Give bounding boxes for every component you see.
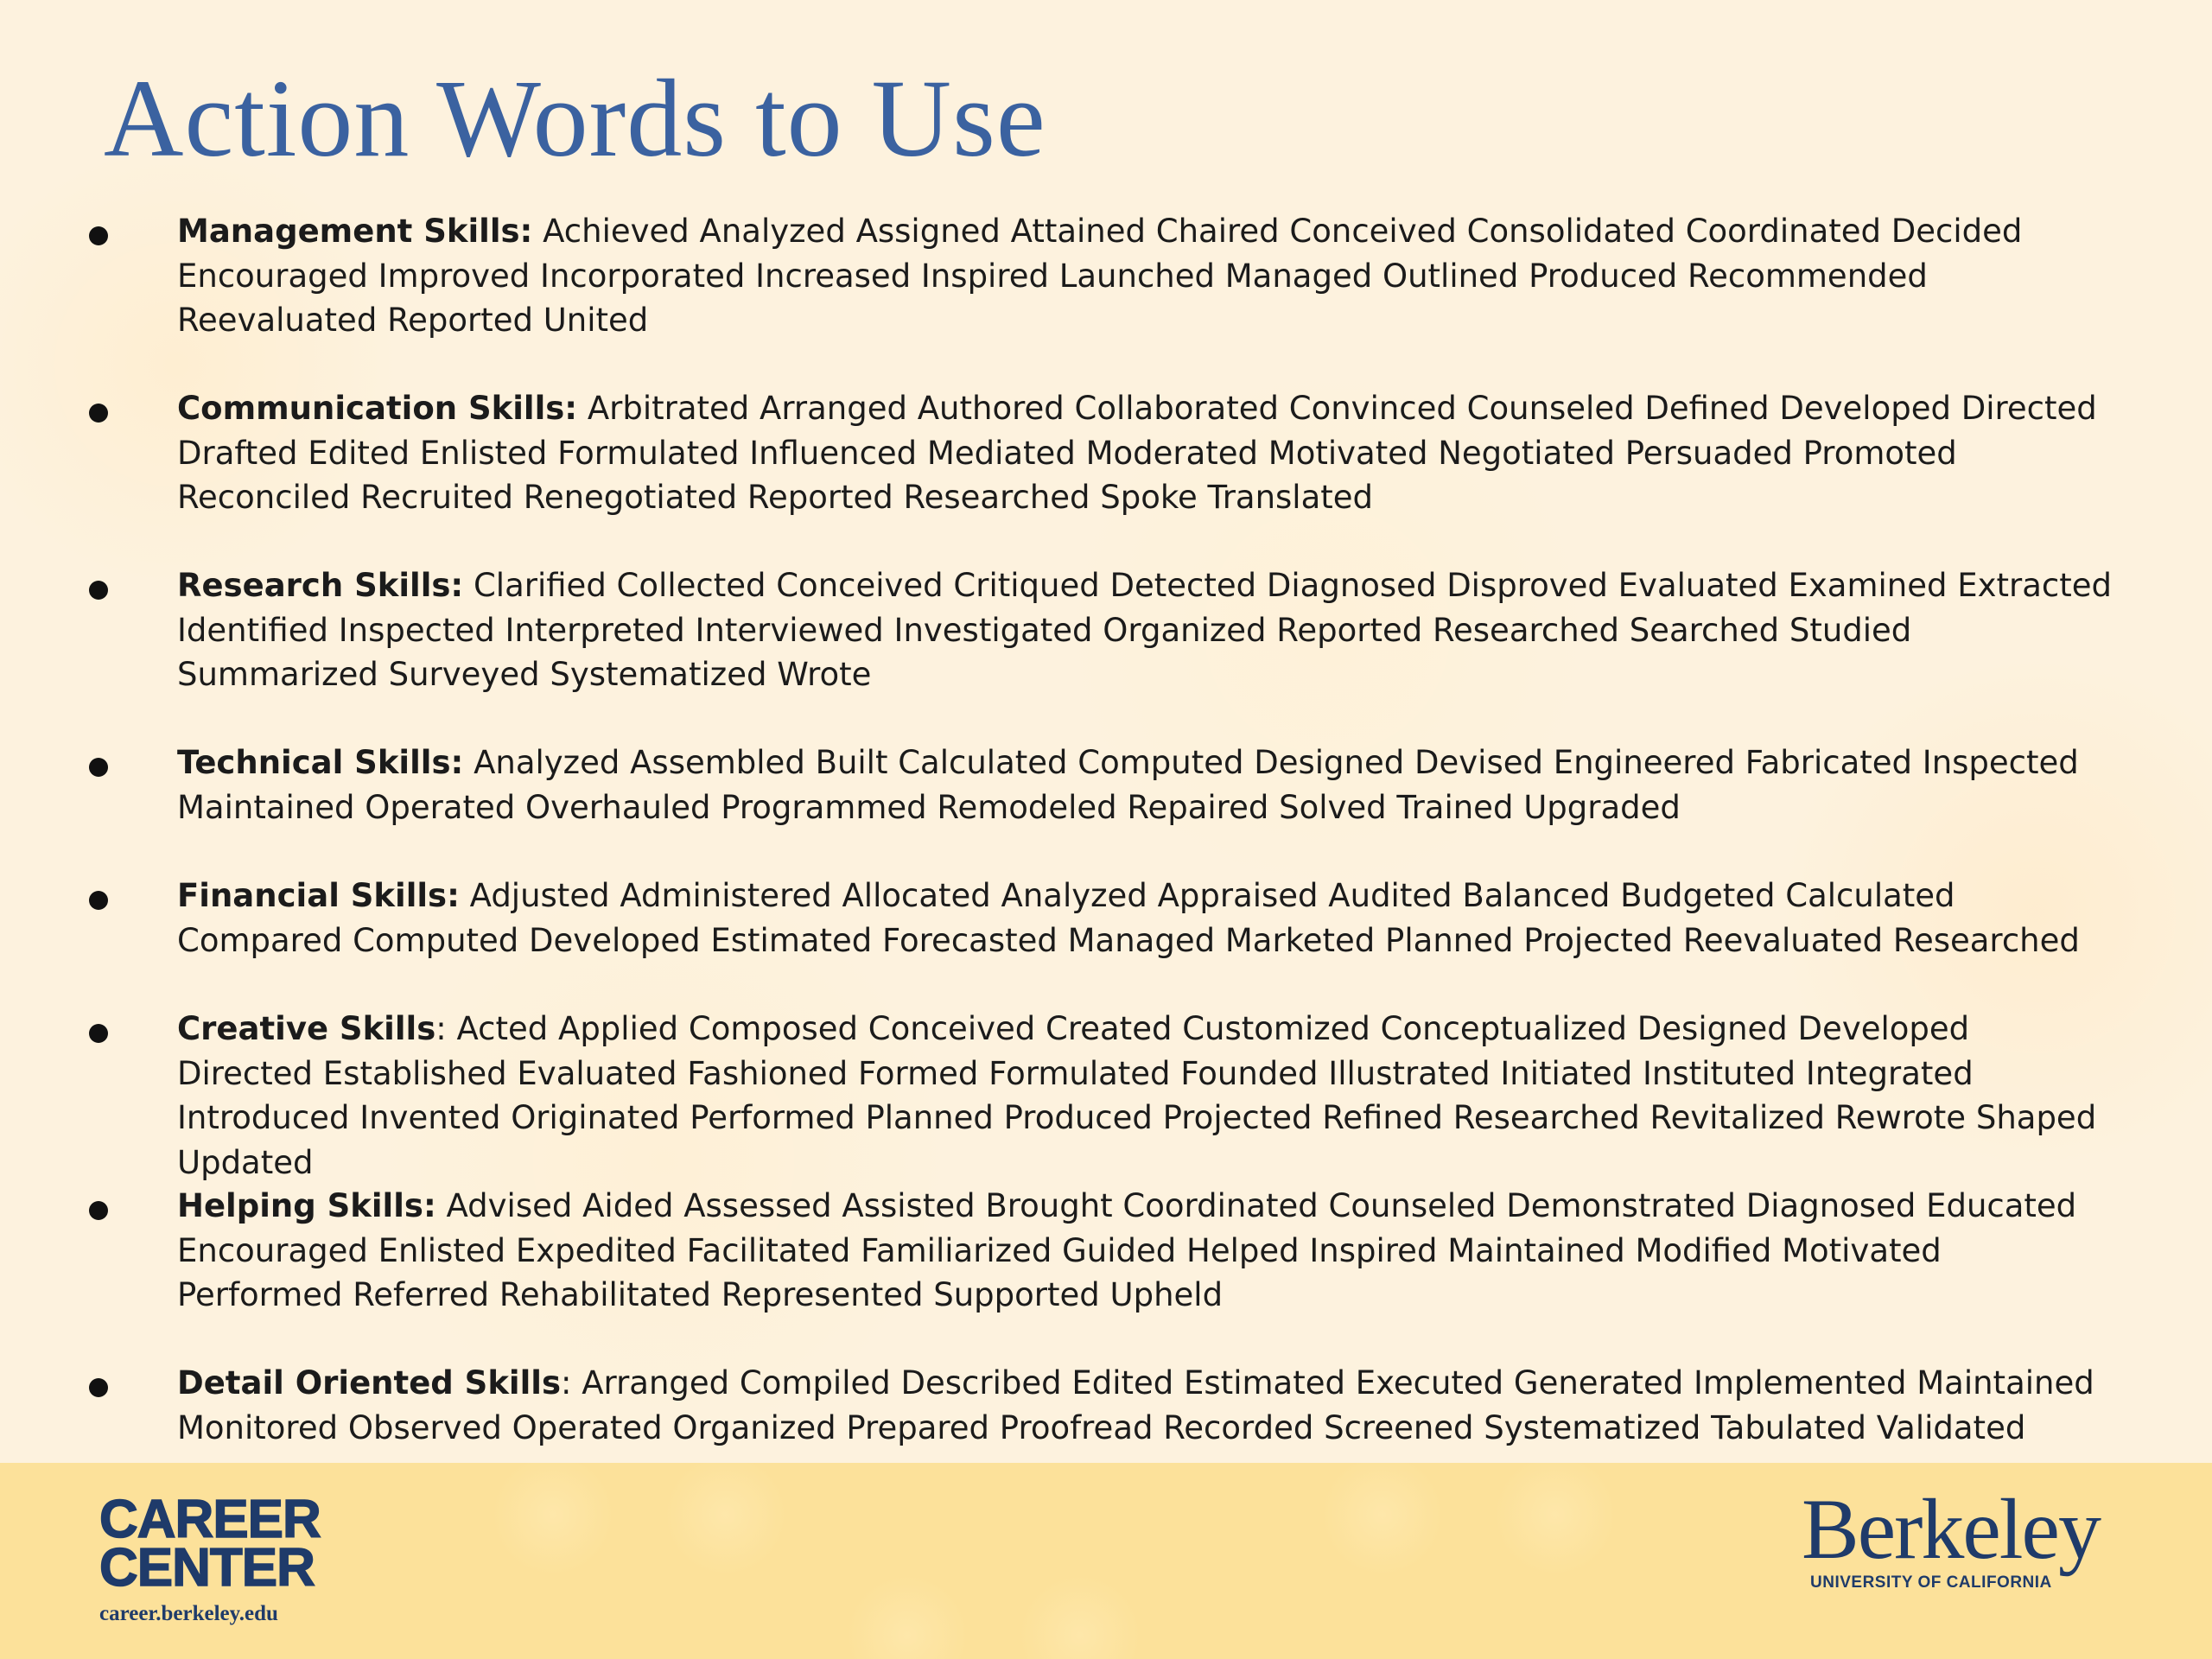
skill-text — [177, 874, 2113, 963]
bullet-icon — [89, 1201, 108, 1220]
bullet-icon — [89, 226, 108, 245]
berkeley-subtitle: UNIVERSITY OF CALIFORNIA — [1810, 1573, 2052, 1592]
skill-label: Management Skills: — [177, 213, 533, 250]
skill-text — [177, 1007, 2113, 1185]
skill-label: Research Skills: — [177, 567, 464, 604]
skill-text — [177, 563, 2113, 697]
career-center-logo — [99, 1490, 324, 1634]
bullet-icon — [89, 404, 108, 423]
career-logo-line1: CAREER — [99, 1490, 321, 1549]
slide-title: Action Words to Use — [104, 57, 1046, 180]
skill-label: Technical Skills: — [177, 744, 464, 781]
berkeley-wordmark: Berkeley — [1802, 1481, 2100, 1577]
career-logo-line2: CENTER — [99, 1538, 315, 1598]
bullet-icon — [89, 1024, 108, 1043]
skill-text — [177, 1184, 2113, 1318]
skill-label: Creative Skills — [177, 1010, 436, 1047]
skill-words: Advised Aided Assessed Assisted Brought Coordinated Counseled Demonstrated Diagnosed Educated Encouraged Enlisted Expedited Facilitated Familiarized Guided Helped Inspired Maintained Modified Motivated Performed Referred Rehabilitated Represented Supported Upheld — [177, 1187, 2077, 1313]
bullet-icon — [89, 1378, 108, 1397]
berkeley-logo — [1802, 1482, 2130, 1603]
skill-words: Arbitrated Arranged Authored Collaborated Convinced Counseled Defined Developed Directed Drafted Edited Enlisted Formulated Influenced Mediated Moderated Motivated Negotiated Persuaded Promoted Reconciled Recruited Renegotiated Reported Researched Spoke Translated — [177, 390, 2097, 516]
skill-words: Analyzed Assembled Built Calculated Computed Designed Devised Engineered Fabricated Inspected Maintained Operated Overhauled Programmed Remodeled Repaired Solved Trained Upgraded — [177, 744, 2079, 826]
skill-label: Financial Skills: — [177, 877, 460, 914]
bullet-icon — [89, 758, 108, 777]
skill-label: Helping Skills: — [177, 1187, 436, 1224]
footer-band — [0, 1463, 2212, 1659]
bullet-icon — [89, 581, 108, 600]
skill-words: Clarified Collected Conceived Critiqued Detected Diagnosed Disproved Evaluated Examined Extracted Identified Inspected Interpreted Interviewed Investigated Organized Reported Researched Searched Studied Summarized Surveyed Systematized Wrote — [177, 567, 2113, 693]
bullet-icon — [89, 891, 108, 910]
career-url: career.berkeley.edu — [99, 1602, 278, 1625]
skill-text — [177, 1361, 2113, 1450]
skill-words: Achieved Analyzed Assigned Attained Chaired Conceived Consolidated Coordinated Decided Encouraged Improved Incorporated Increased Inspired Launched Managed Outlined Produced Recommended Reevaluated Reported United — [177, 213, 2023, 339]
skill-text — [177, 741, 2113, 830]
skill-text — [177, 386, 2113, 520]
skill-label: Detail Oriented Skills — [177, 1364, 561, 1402]
skill-text — [177, 209, 2113, 343]
skill-label: Communication Skills: — [177, 390, 578, 427]
skill-words: : Arranged Compiled Described Edited Estimated Executed Generated Implemented Maintained Monitored Observed Operated Organized Prepared Proofread Recorded Screened Systematized Tabulated Validated — [177, 1364, 2094, 1446]
skill-words: Adjusted Administered Allocated Analyzed Appraised Audited Balanced Budgeted Calculated Compared Computed Developed Estimated Forecasted Managed Marketed Planned Projected Reevaluated Researched — [177, 877, 2080, 959]
skill-words: : Acted Applied Composed Conceived Created Customized Conceptualized Designed Developed Directed Established Evaluated Fashioned Formed Formulated Founded Illustrated Initiated Instituted Integrated Introduced Invented Originated Performed Planned Produced Projected Refined Researched Revitalized Rewrote Shaped Updated — [177, 1010, 2097, 1181]
